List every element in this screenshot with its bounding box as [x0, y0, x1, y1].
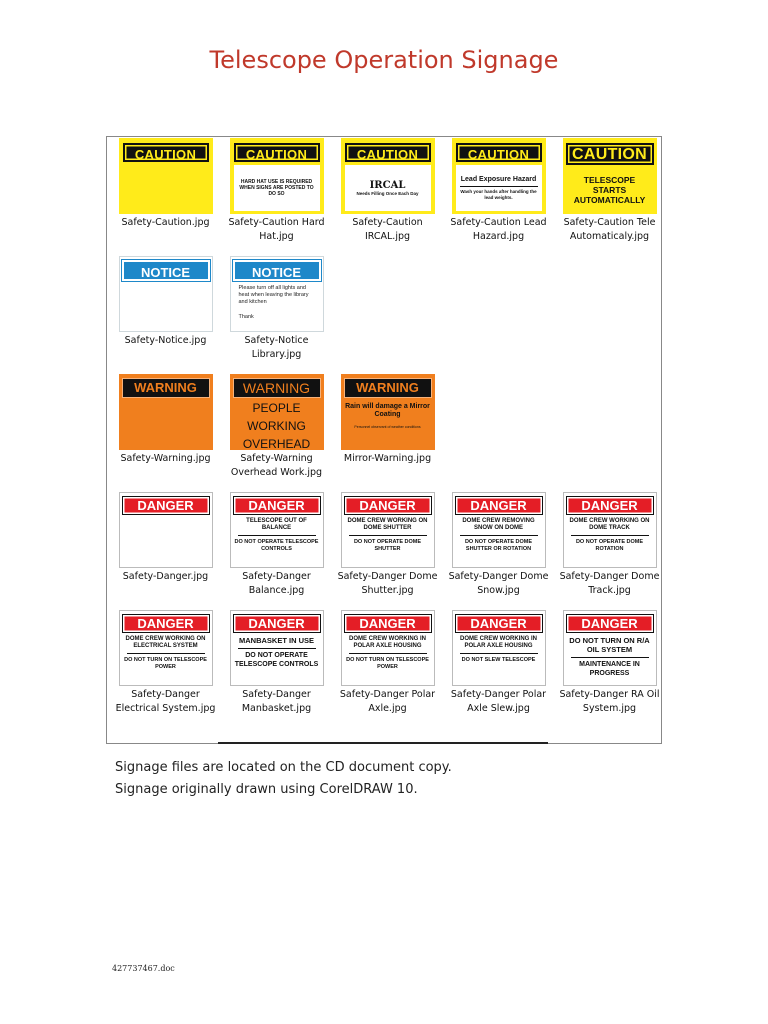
warning-sign-image — [119, 374, 213, 450]
file-caption: Safety-Danger.jpg — [122, 571, 209, 582]
file-caption: Safety-Caution.jpg — [121, 217, 210, 228]
caution-sign-image — [119, 138, 213, 214]
danger-sign-image — [341, 610, 435, 686]
document-id: 427737467.doc — [112, 964, 175, 973]
sign-item — [332, 492, 443, 610]
sign-header: DANGER — [344, 614, 432, 633]
sign-text: DO NOT OPERATE DOME ROTATION — [575, 539, 644, 552]
sign-header: DANGER — [122, 496, 210, 515]
sign-item — [110, 610, 221, 728]
warning-sign-image — [230, 374, 324, 450]
sign-text: DOME CREW WORKING IN POLAR AXLE HOUSING — [349, 636, 426, 649]
signage-row — [110, 138, 658, 256]
sign-text: Lead Exposure Hazard — [460, 176, 537, 183]
signage-row — [110, 256, 658, 374]
sign-header: NOTICE — [122, 260, 210, 281]
file-caption: Safety-Caution Hard Hat.jpg — [228, 217, 325, 242]
file-caption: Safety-Danger Balance.jpg — [242, 571, 311, 596]
file-caption: Safety-Danger Dome Track.jpg — [559, 571, 660, 596]
notice-sign-image — [119, 256, 213, 332]
sign-text: MAINTENANCE IN PROGRESS — [579, 661, 640, 677]
sign-header: CAUTION — [123, 143, 209, 162]
sign-item — [443, 610, 554, 728]
sign-text: DOME CREW WORKING ON DOME TRACK — [569, 518, 650, 531]
page-title: Telescope Operation Signage — [209, 46, 559, 74]
danger-sign-image — [563, 610, 657, 686]
rule — [238, 648, 316, 649]
sign-item — [443, 138, 554, 256]
sign-header: DANGER — [455, 614, 543, 633]
caution-sign-image — [563, 138, 657, 214]
sign-text: Needs Filling Once Each Day — [356, 190, 419, 196]
file-caption: Safety-Danger Polar Axle Slew.jpg — [450, 689, 547, 714]
sign-item — [221, 256, 332, 374]
signage-row — [110, 374, 658, 492]
rule — [571, 535, 649, 536]
file-caption: Safety-Caution Lead Hazard.jpg — [450, 217, 547, 242]
file-caption: Safety-Caution Tele Automaticaly.jpg — [563, 217, 656, 242]
sign-header: DANGER — [566, 614, 654, 633]
sign-item — [110, 256, 221, 374]
danger-sign-image — [452, 492, 546, 568]
sign-text: DOME CREW WORKING IN POLAR AXLE HOUSING — [460, 636, 537, 649]
file-caption: Safety-Notice.jpg — [124, 335, 207, 346]
rule — [460, 186, 538, 187]
warning-sign-image — [341, 374, 435, 450]
danger-sign-image — [563, 492, 657, 568]
file-caption: Safety-Caution IRCAL.jpg — [352, 217, 423, 242]
sign-item — [443, 492, 554, 610]
sign-text: Personnel observant of weather conditions — [354, 425, 421, 429]
sign-header: DANGER — [122, 614, 210, 633]
sign-body — [567, 168, 653, 211]
sign-header: DANGER — [233, 614, 321, 633]
sign-item — [110, 374, 221, 492]
rule — [460, 653, 538, 654]
rule — [571, 657, 649, 658]
file-caption: Safety-Danger Electrical System.jpg — [115, 689, 216, 714]
sign-header: NOTICE — [233, 260, 321, 281]
rule — [238, 535, 316, 536]
file-caption: Safety-Danger Manbasket.jpg — [241, 689, 312, 714]
signage-row — [110, 610, 658, 728]
rule — [460, 535, 538, 536]
sign-text: OVERHEAD — [242, 437, 311, 450]
divider — [218, 742, 548, 744]
signage-row — [110, 492, 658, 610]
file-caption: Safety-Danger Dome Snow.jpg — [448, 571, 549, 596]
note-line-1: Signage files are located on the CD document copy. — [115, 760, 452, 775]
sign-item — [221, 138, 332, 256]
sign-text: TELESCOPE STARTS AUTOMATICALLY — [573, 174, 646, 205]
sign-header: DANGER — [344, 496, 432, 515]
sign-text: Please turn off all lights and heat when leaving the library and kitchen — [238, 285, 309, 305]
sign-header: CAUTION — [234, 143, 320, 162]
sign-item — [110, 138, 221, 256]
sign-body — [234, 165, 320, 211]
signage-grid — [110, 138, 658, 728]
rule — [349, 653, 427, 654]
danger-sign-image — [341, 492, 435, 568]
caution-sign-image — [341, 138, 435, 214]
sign-text: DO NOT OPERATE TELESCOPE CONTROLS — [234, 539, 319, 552]
file-caption: Safety-Danger RA Oil System.jpg — [559, 689, 660, 714]
sign-item — [221, 374, 332, 492]
sign-text: PEOPLE — [252, 401, 301, 415]
file-caption: Mirror-Warning.jpg — [343, 453, 432, 464]
sign-text: DO NOT OPERATE TELESCOPE CONTROLS — [234, 652, 319, 668]
sign-text: IRCAL — [369, 179, 406, 191]
sign-header: WARNING — [122, 378, 210, 398]
sign-item — [221, 610, 332, 728]
sign-text: DO NOT SLEW TELESCOPE — [461, 657, 536, 663]
sign-item — [554, 610, 665, 728]
caution-sign-image — [230, 138, 324, 214]
sign-text: MANBASKET IN USE — [238, 636, 314, 645]
file-caption: Safety-Danger Dome Shutter.jpg — [337, 571, 438, 596]
sign-text: DO NOT OPERATE DOME SHUTTER OR ROTATION — [464, 539, 533, 552]
sign-item — [110, 492, 221, 610]
sign-item — [554, 492, 665, 610]
sign-header: WARNING — [344, 378, 432, 398]
sign-text: Wash your hands after handling the lead weights. — [460, 189, 537, 200]
sign-header: CAUTION — [566, 143, 654, 165]
sign-text: DOME CREW WORKING ON DOME SHUTTER — [347, 518, 428, 531]
sign-text: DO NOT OPERATE DOME SHUTTER — [353, 539, 422, 552]
rule — [127, 653, 205, 654]
sign-item — [221, 492, 332, 610]
caution-sign-image — [452, 138, 546, 214]
sign-item — [332, 610, 443, 728]
danger-sign-image — [119, 610, 213, 686]
note-line-2: Signage originally drawn using CorelDRAW 10. — [115, 782, 418, 797]
sign-body — [456, 165, 542, 211]
notice-sign-image — [230, 256, 324, 332]
danger-sign-image — [119, 492, 213, 568]
sign-text: TELESCOPE OUT OF BALANCE — [246, 518, 307, 531]
sign-body — [345, 165, 431, 211]
sign-text: WORKING — [247, 419, 306, 433]
sign-item — [332, 138, 443, 256]
file-caption: Safety-Notice Library.jpg — [244, 335, 309, 360]
sign-header: DANGER — [233, 496, 321, 515]
sign-text: HARD HAT USE IS REQUIRED WHEN SIGNS ARE POSTED TO DO SO — [239, 179, 314, 197]
danger-sign-image — [452, 610, 546, 686]
sign-header: DANGER — [455, 496, 543, 515]
sign-text: DO NOT TURN ON R/A OIL SYSTEM — [569, 636, 650, 654]
sign-item — [554, 138, 665, 256]
sign-text: Rain will damage a Mirror Coating — [345, 403, 430, 418]
danger-sign-image — [230, 492, 324, 568]
sign-item — [332, 374, 443, 492]
sign-header: WARNING — [233, 378, 321, 398]
sign-text: Thank — [238, 314, 254, 320]
sign-text: DOME CREW WORKING ON ELECTRICAL SYSTEM — [125, 636, 206, 649]
sign-header: DANGER — [566, 496, 654, 515]
file-caption: Safety-Warning Overhead Work.jpg — [230, 453, 323, 478]
sign-header: CAUTION — [345, 143, 431, 162]
sign-text: DO NOT TURN ON TELESCOPE POWER — [124, 657, 207, 670]
rule — [349, 535, 427, 536]
sign-text: DO NOT TURN ON TELESCOPE POWER — [346, 657, 429, 670]
sign-header: CAUTION — [456, 143, 542, 162]
file-caption: Safety-Danger Polar Axle.jpg — [339, 689, 436, 714]
danger-sign-image — [230, 610, 324, 686]
sign-text: DOME CREW REMOVING SNOW ON DOME — [462, 518, 535, 531]
file-caption: Safety-Warning.jpg — [120, 453, 211, 464]
